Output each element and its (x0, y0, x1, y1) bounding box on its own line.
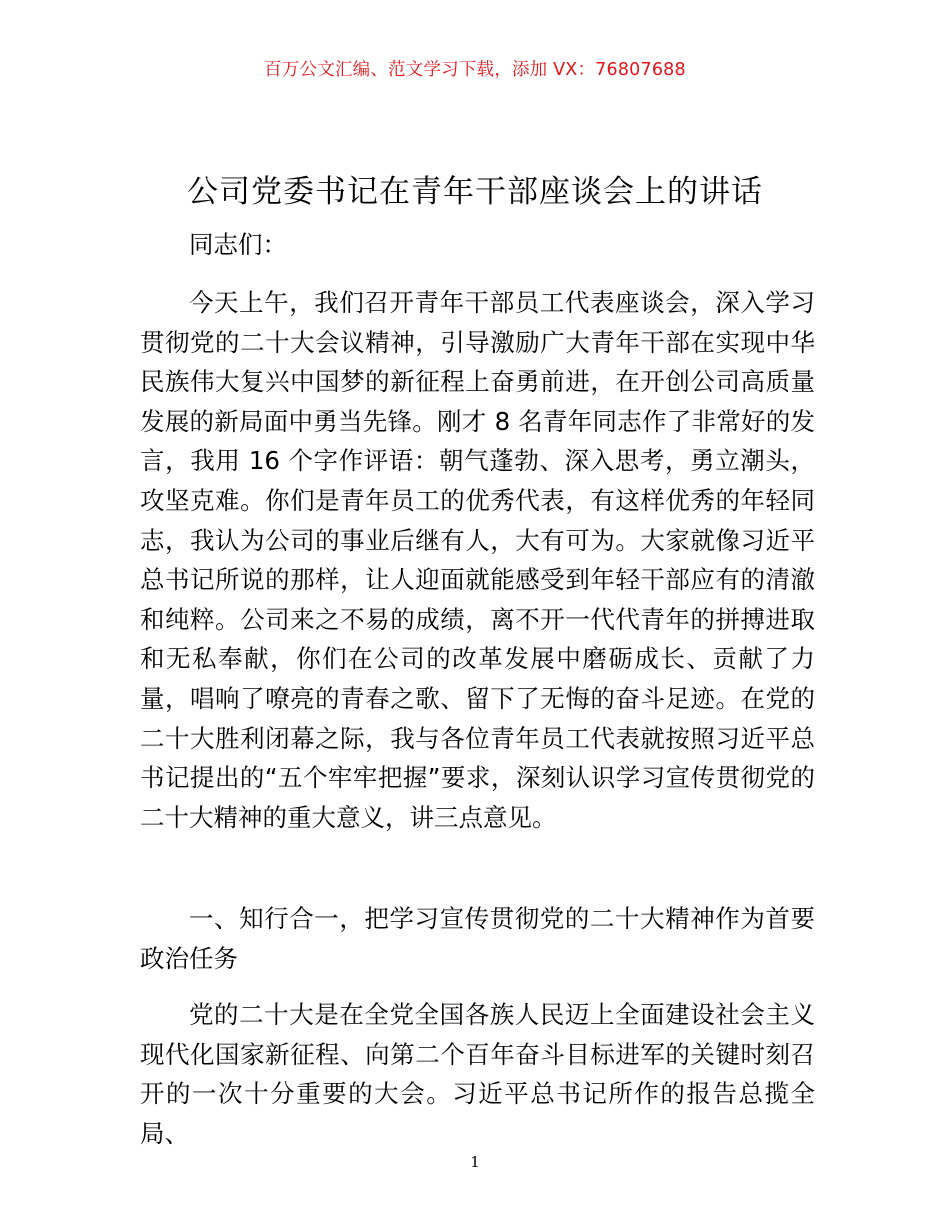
salutation-text: 同志们： (189, 230, 287, 259)
paragraph-section-1 (140, 995, 815, 1153)
section-heading-1 (140, 899, 815, 978)
paragraph-section-1-text: 党的二十大是在全党全国各族人民迈上全面建设社会主义现代化国家新征程、向第二个百年奋斗目标进军的关键时刻召开的一次十分重要的大会。习近平总书记所作的报告总揽全局、 (140, 1000, 815, 1148)
section-heading-1-text: 一、知行合一，把学习宣传贯彻党的二十大精神作为首要政治任务 (140, 904, 815, 973)
paragraph-opening (140, 283, 815, 837)
document-title: 公司党委书记在青年干部座谈会上的讲话 (187, 174, 763, 210)
salutation (140, 225, 815, 265)
download-notice: 百万公文汇编、范文学习下载，添加 VX：76807688 (264, 60, 686, 80)
page-number: 1 (470, 1153, 480, 1171)
paragraph-opening-text: 今天上午，我们召开青年干部员工代表座谈会，深入学习贯彻党的二十大会议精神，引导激励广大青年干部在实现中华民族伟大复兴中国梦的新征程上奋勇前进，在开创公司高质量发展的新局面中勇当先锋。刚才 8 名青年同志作了非常好的发言，我用 16 个字作评语：朝气蓬勃、深入思考，勇立潮头，攻坚克难。你们是青年员工的优秀代表，有这样优秀的年轻同志，我认为公司的事业后继有人，大有可为。大家就像习近平总书记所说的那样，让人迎面就能感受到年轻干部应有的清澈和纯粹。公司来之不易的成绩，离不开一代代青年的拼搏进取和无私奉献，你们在公司的改革发展中磨砺成长、贡献了力量，唱响了嘹亮的青春之歌、留下了无悔的奋斗足迹。在党的二十大胜利闭幕之际，我与各位青年员工代表就按照习近平总书记提出的“五个牢牢把握”要求，深刻认识学习宣传贯彻党的二十大精神的重大意义，讲三点意见。 (140, 288, 815, 832)
